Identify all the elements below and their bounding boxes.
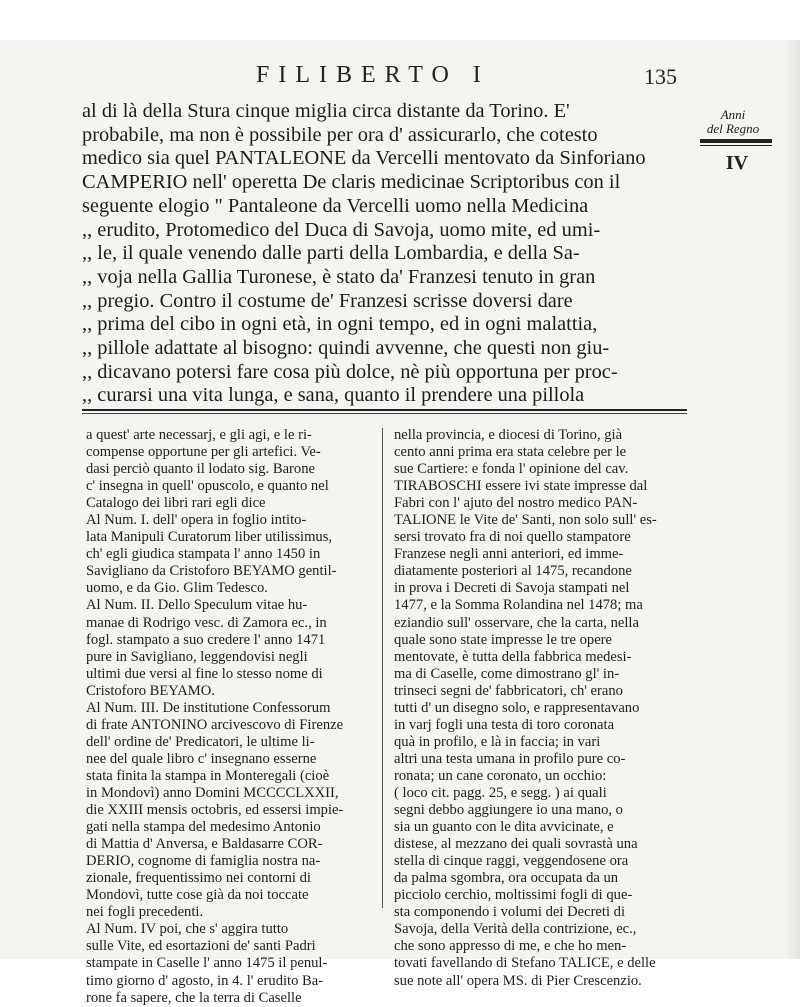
regnal-year-number: IV (725, 152, 749, 174)
footnote-line: sersi trovato fra di noi quello stampatore (394, 529, 631, 546)
footnote-line: tovati favellando di Stefano TALICE, e delle (394, 955, 656, 972)
footnote-line: che sono appresso di me, e che ho men- (394, 938, 627, 955)
footnote-line: sue Cartiere: e fonda l' opinione del cav. (394, 461, 629, 478)
footnote-line: Savigliano da Cristoforo BEYAMO gentil- (86, 563, 337, 580)
column-divider (382, 428, 383, 908)
footnote-line: nee del quale libro c' insegnano esserne (86, 750, 317, 767)
footnote-line: diatamente posteriori al 1475, recandone (394, 563, 632, 580)
footnote-line: Catalogo dei libri rari egli dice (86, 495, 266, 512)
footnote-line: compense opportune per gli artefici. Ve- (86, 444, 321, 461)
footnote-line: Fabri con l' ajuto del nostro medico PAN- (394, 495, 638, 512)
footnote-line: ronata; un cane coronato, un occhio: (394, 767, 607, 784)
text-line: ,, voja nella Gallia Turonese, è stato da' Franzesi tenuto in gran (82, 265, 596, 288)
margin-note (697, 108, 769, 136)
footnote-line: Al Num. II. Dello Speculum vitae hu- (86, 597, 308, 614)
footnote-line: rone fa sapere, che la terra di Caselle (86, 989, 302, 1006)
footnote-line: mentovate, è tutta della fabbrica medesi- (394, 648, 632, 665)
footnote-line: Cristoforo BEYAMO. (86, 682, 215, 699)
footnote-line: di frate ANTONINO arcivescovo di Firenze (86, 716, 344, 733)
text-line: ,, curarsi una vita lunga, e sana, quanto il prendere una pillola (82, 384, 585, 407)
footnote-line: nei fogli precedenti. (86, 904, 204, 921)
footnote-line: die XXIII mensis octobris, ed essersi impie- (86, 802, 344, 819)
footnote-separator-rule (82, 413, 687, 414)
text-line: ,, le, il quale venendo dalle parti della Lombardia, e della Sa- (82, 242, 580, 265)
footnote-line: segni debbo aggiungere io una mano, o (394, 802, 623, 819)
footnote-line: Al Num. IV poi, che s' aggira tutto (86, 921, 289, 938)
footnote-line: uomo, e da Gio. Glim Tedesco. (86, 580, 268, 597)
footnote-line: picciolo cerchio, moltissimi fogli di que- (394, 887, 633, 904)
footnote-line: in Mondovì) anno Domini MCCCCLXXII, (86, 784, 339, 801)
footnote-line: Mondovì, tutte cose già da noi toccate (86, 887, 309, 904)
footnote-line: gati nella stampa del medesimo Antonio (86, 819, 321, 836)
footnote-line: di Mattia d' Anversa, e Baldasarre COR- (86, 836, 323, 853)
main-text-block (82, 100, 682, 408)
footnote-line: trinseci segni de' fabbricatori, ch' erano (394, 682, 623, 699)
footnote-line: timo giorno d' agosto, in 4. l' erudito Ba- (86, 972, 324, 989)
footnote-separator-rule (82, 409, 687, 411)
footnote-line: distese, al mezzano dei quali sovrastà una (394, 836, 638, 853)
footnote-line: Franzese negli anni anteriori, ed imme- (394, 546, 624, 563)
text-line: ,, pregio. Contro il costume de' Franzesi scrisse doversi dare (82, 289, 573, 312)
footnote-line: quà in profilo, e là in faccia; in vari (394, 733, 601, 750)
text-line: CAMPERIO nell' operetta De claris medicinae Scriptoribus con il (82, 171, 621, 194)
text-line: seguente elogio " Pantaleone da Vercelli uomo nella Medicina (82, 194, 589, 217)
page-header (0, 62, 800, 98)
footnote-line: sue note all' opera MS. di Pier Crescenzio. (394, 972, 642, 989)
margin-note-line: Anni (720, 107, 746, 122)
margin-note-line: del Regno (706, 121, 760, 136)
footnote-line: a quest' arte necessarj, e gli agi, e le ri- (86, 427, 312, 443)
text-line: medico sia quel PANTALEONE da Vercelli mentovato da Sinforiano (82, 147, 646, 170)
margin-rule (700, 145, 772, 146)
footnote-line: pure in Savigliano, leggendovisi negli (86, 648, 308, 665)
footnote-line: TIRABOSCHI essere ivi state impresse dal (394, 478, 648, 495)
footnote-line: c' insegna in quell' opuscolo, e quanto nel (86, 478, 329, 495)
footnote-line: altri una testa umana in profilo pure co- (394, 750, 626, 767)
text-line: ,, pillole adattate al bisogno: quindi avvenne, che questi non giu- (82, 337, 610, 360)
text-line: probabile, ma non è possibile per ora d' assicurarlo, che cotesto (82, 123, 598, 146)
footnote-line: in prova i Decreti di Savoja stampati nel (394, 580, 630, 597)
footnote-line: dasi perciò quanto il lodato sig. Barone (86, 461, 315, 478)
footnote-line: stampate in Caselle l' anno 1475 il penul- (86, 955, 328, 972)
footnote-line: in varj fogli una testa di toro coronata (394, 716, 615, 733)
text-line: ,, dicavano potersi fare cosa più dolce, nè più opportuna per proc- (82, 360, 618, 383)
footnote-line: ultimi due versi al fine lo stesso nome di (86, 665, 323, 682)
footnote-line: quale sono state impresse le tre opere (394, 631, 613, 648)
footnote-line: dell' ordine de' Predicatori, le ultime li- (86, 733, 315, 750)
footnote-line: stata finita la stampa in Monteregali (cioè (86, 767, 330, 784)
text-line: al di là della Stura cinque miglia circa distante da Torino. E' (82, 100, 570, 122)
footnote-line: lata Manipuli Curatorum liber utilissimus, (86, 529, 333, 546)
footnote-line: da palma sgombra, ora occupata da un (394, 870, 619, 887)
margin-rule (700, 139, 772, 143)
footnote-line: sulle Vite, ed esortazioni de' santi Padri (86, 938, 316, 955)
footnote-line: TALIONE le Vite de' Santi, non solo sull' es- (394, 512, 657, 529)
text-line: ,, prima del cibo in ogni età, in ogni tempo, ed in ogni malattia, (82, 313, 598, 336)
text-line: ,, erudito, Protomedico del Duca di Savoja, uomo mite, ed umi- (82, 218, 601, 241)
footnote-line: stella di cinque raggi, veggendosene ora (394, 853, 629, 870)
footnote-line: tutti d' un disegno solo, e rappresentavano (394, 699, 640, 716)
footnote-line: eziandio sull' osservare, che la carta, nella (394, 614, 639, 631)
footnote-line: fogl. stampato a suo credere l' anno 1471 (86, 631, 326, 648)
footnote-line: cento anni prima era stata celebre per le (394, 444, 627, 461)
footnote-line: ( loco cit. pagg. 25, e segg. ) ai quali (394, 784, 607, 801)
footnote-line: ch' egli giudica stampata l' anno 1450 in (86, 546, 321, 563)
footnote-line: Al Num. III. De institutione Confessorum (86, 699, 331, 716)
page-edge-shadow (786, 40, 800, 959)
footnote-line: DERIO, cognome di famiglia nostra na- (86, 853, 321, 870)
running-head: FILIBERTO I (256, 62, 490, 88)
footnote-column-left (86, 427, 372, 1007)
footnote-column-right (394, 427, 694, 990)
footnote-line: 1477, e la Somma Rolandina nel 1478; ma (394, 597, 643, 614)
footnote-line: Savoja, della Verità della contrizione, ec., (394, 921, 637, 938)
footnote-line: Al Num. I. dell' opera in foglio intito- (86, 512, 307, 529)
footnote-line: sta componendo i volumi dei Decreti di (394, 904, 626, 921)
page-number: 135 (644, 64, 677, 89)
footnote-line: ma di Caselle, come dimostrano gl' in- (394, 665, 620, 682)
footnote-line: nella provincia, e diocesi di Torino, già (394, 427, 623, 443)
footnote-line: zionale, frequentissimo nei contorni di (86, 870, 311, 887)
footnote-line: manae di Rodrigo vesc. di Zamora ec., in (86, 614, 327, 631)
footnote-line: sia un guanto con le dita avvicinate, e (394, 819, 614, 836)
